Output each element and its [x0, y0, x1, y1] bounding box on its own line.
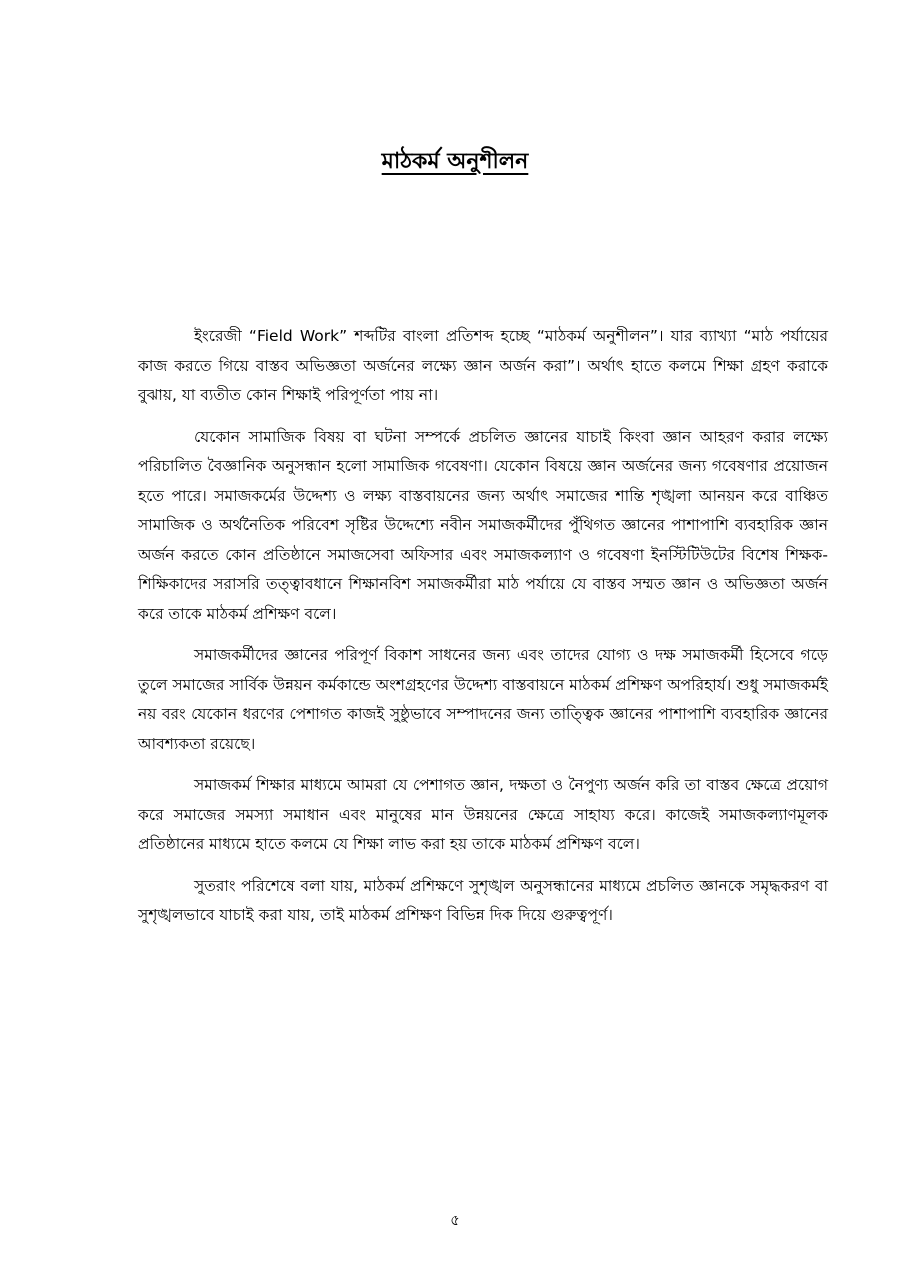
- page-title: [0, 146, 910, 178]
- page-title-text: মাঠকর্ম অনুশীলন: [381, 149, 529, 174]
- paragraph-2: যেকোন সামাজিক বিষয় বা ঘটনা সম্পর্কে প্রচলিত জ্ঞানের যাচাই কিংবা জ্ঞান আহরণ করার লক্ষ্যে পরিচালিত বৈজ্ঞানিক অনুসন্ধান হলো সামাজিক গবেষণা। যেকোন বিষয়ে জ্ঞান অর্জনের জন্য গবেষণার প্রয়োজন হতে পারে। সমাজকর্মের উদ্দেশ্য ও লক্ষ্য বাস্তবায়নের জন্য অর্থাৎ সমাজের শান্তি শৃঙ্খলা আনয়ন করে বাঞ্চিত সামাজিক ও অর্থনৈতিক পরিবেশ সৃষ্টির উদ্দেশ্যে নবীন সমাজকর্মীদের পুঁথিগত জ্ঞানের পাশাপাশি ব্যবহারিক জ্ঞান অর্জন করতে কোন প্রতিষ্ঠানে সমাজসেবা অফিসার এবং সমাজকল্যাণ ও গবেষণা ইনস্টিটিউটের বিশেষ শিক্ষক-শিক্ষিকাদের সরাসরি তত্ত্বাবধানে শিক্ষানবিশ সমাজকর্মীরা মাঠ পর্যায়ে যে বাস্তব সম্মত জ্ঞান ও অভিজ্ঞতা অর্জন করে তাকে মাঠকর্ম প্রশিক্ষণ বলে।: [138, 427, 828, 623]
- paragraph-1: ইংরেজী “Field Work” শব্দটির বাংলা প্রতিশব্দ হচ্ছে “মাঠকর্ম অনুশীলন”। যার ব্যাখ্যা “মাঠ পর্যায়ের কাজ করতে গিয়ে বাস্তব অভিজ্ঞতা অর্জনের লক্ষ্যে জ্ঞান অর্জন করা”। অর্থাৎ হাতে কলমে শিক্ষা গ্রহণ করাকে বুঝায়, যা ব্যতীত কোন শিক্ষাই পরিপূর্ণতা পায় না।: [138, 327, 828, 404]
- body-text: [138, 322, 828, 943]
- page-number: ৫: [450, 1211, 460, 1229]
- paragraph-3: সমাজকর্মীদের জ্ঞানের পরিপূর্ণ বিকাশ সাধনের জন্য এবং তাদের যোগ্য ও দক্ষ সমাজকর্মী হিসেবে গড়ে তুলে সমাজের সার্বিক উন্নয়ন কর্মকান্ডে অংশগ্রহণের উদ্দেশ্য বাস্তবায়নে মাঠকর্ম প্রশিক্ষণ অপরিহার্য। শুধু সমাজকর্মই নয় বরং যেকোন ধরণের পেশাগত কাজই সুষ্ঠুভাবে সম্পাদনের জন্য তাত্ত্বিক জ্ঞানের পাশাপাশি ব্যবহারিক জ্ঞানের আবশ্যকতা রয়েছে।: [138, 646, 828, 753]
- paragraph-5: সুতরাং পরিশেষে বলা যায়, মাঠকর্ম প্রশিক্ষণে সুশৃঙ্খল অনুসন্ধানের মাধ্যমে প্রচলিত জ্ঞানকে সমৃদ্ধকরণ বা সুশৃঙ্খলভাবে যাচাই করা যায়, তাই মাঠকর্ম প্রশিক্ষণ বিভিন্ন দিক দিয়ে গুরুত্বপূর্ণ।: [138, 876, 828, 924]
- paragraph-4: সমাজকর্ম শিক্ষার মাধ্যমে আমরা যে পেশাগত জ্ঞান, দক্ষতা ও নৈপুণ্য অর্জন করি তা বাস্তব ক্ষেত্রে প্রয়োগ করে সমাজের সমস্যা সমাধান এবং মানুষের মান উন্নয়নের ক্ষেত্রে সাহায্য করে। কাজেই সমাজকল্যাণমূলক প্রতিষ্ঠানের মাধ্যমে হাতে কলমে যে শিক্ষা লাভ করা হয় তাকে মাঠকর্ম প্রশিক্ষণ বলে।: [138, 776, 828, 853]
